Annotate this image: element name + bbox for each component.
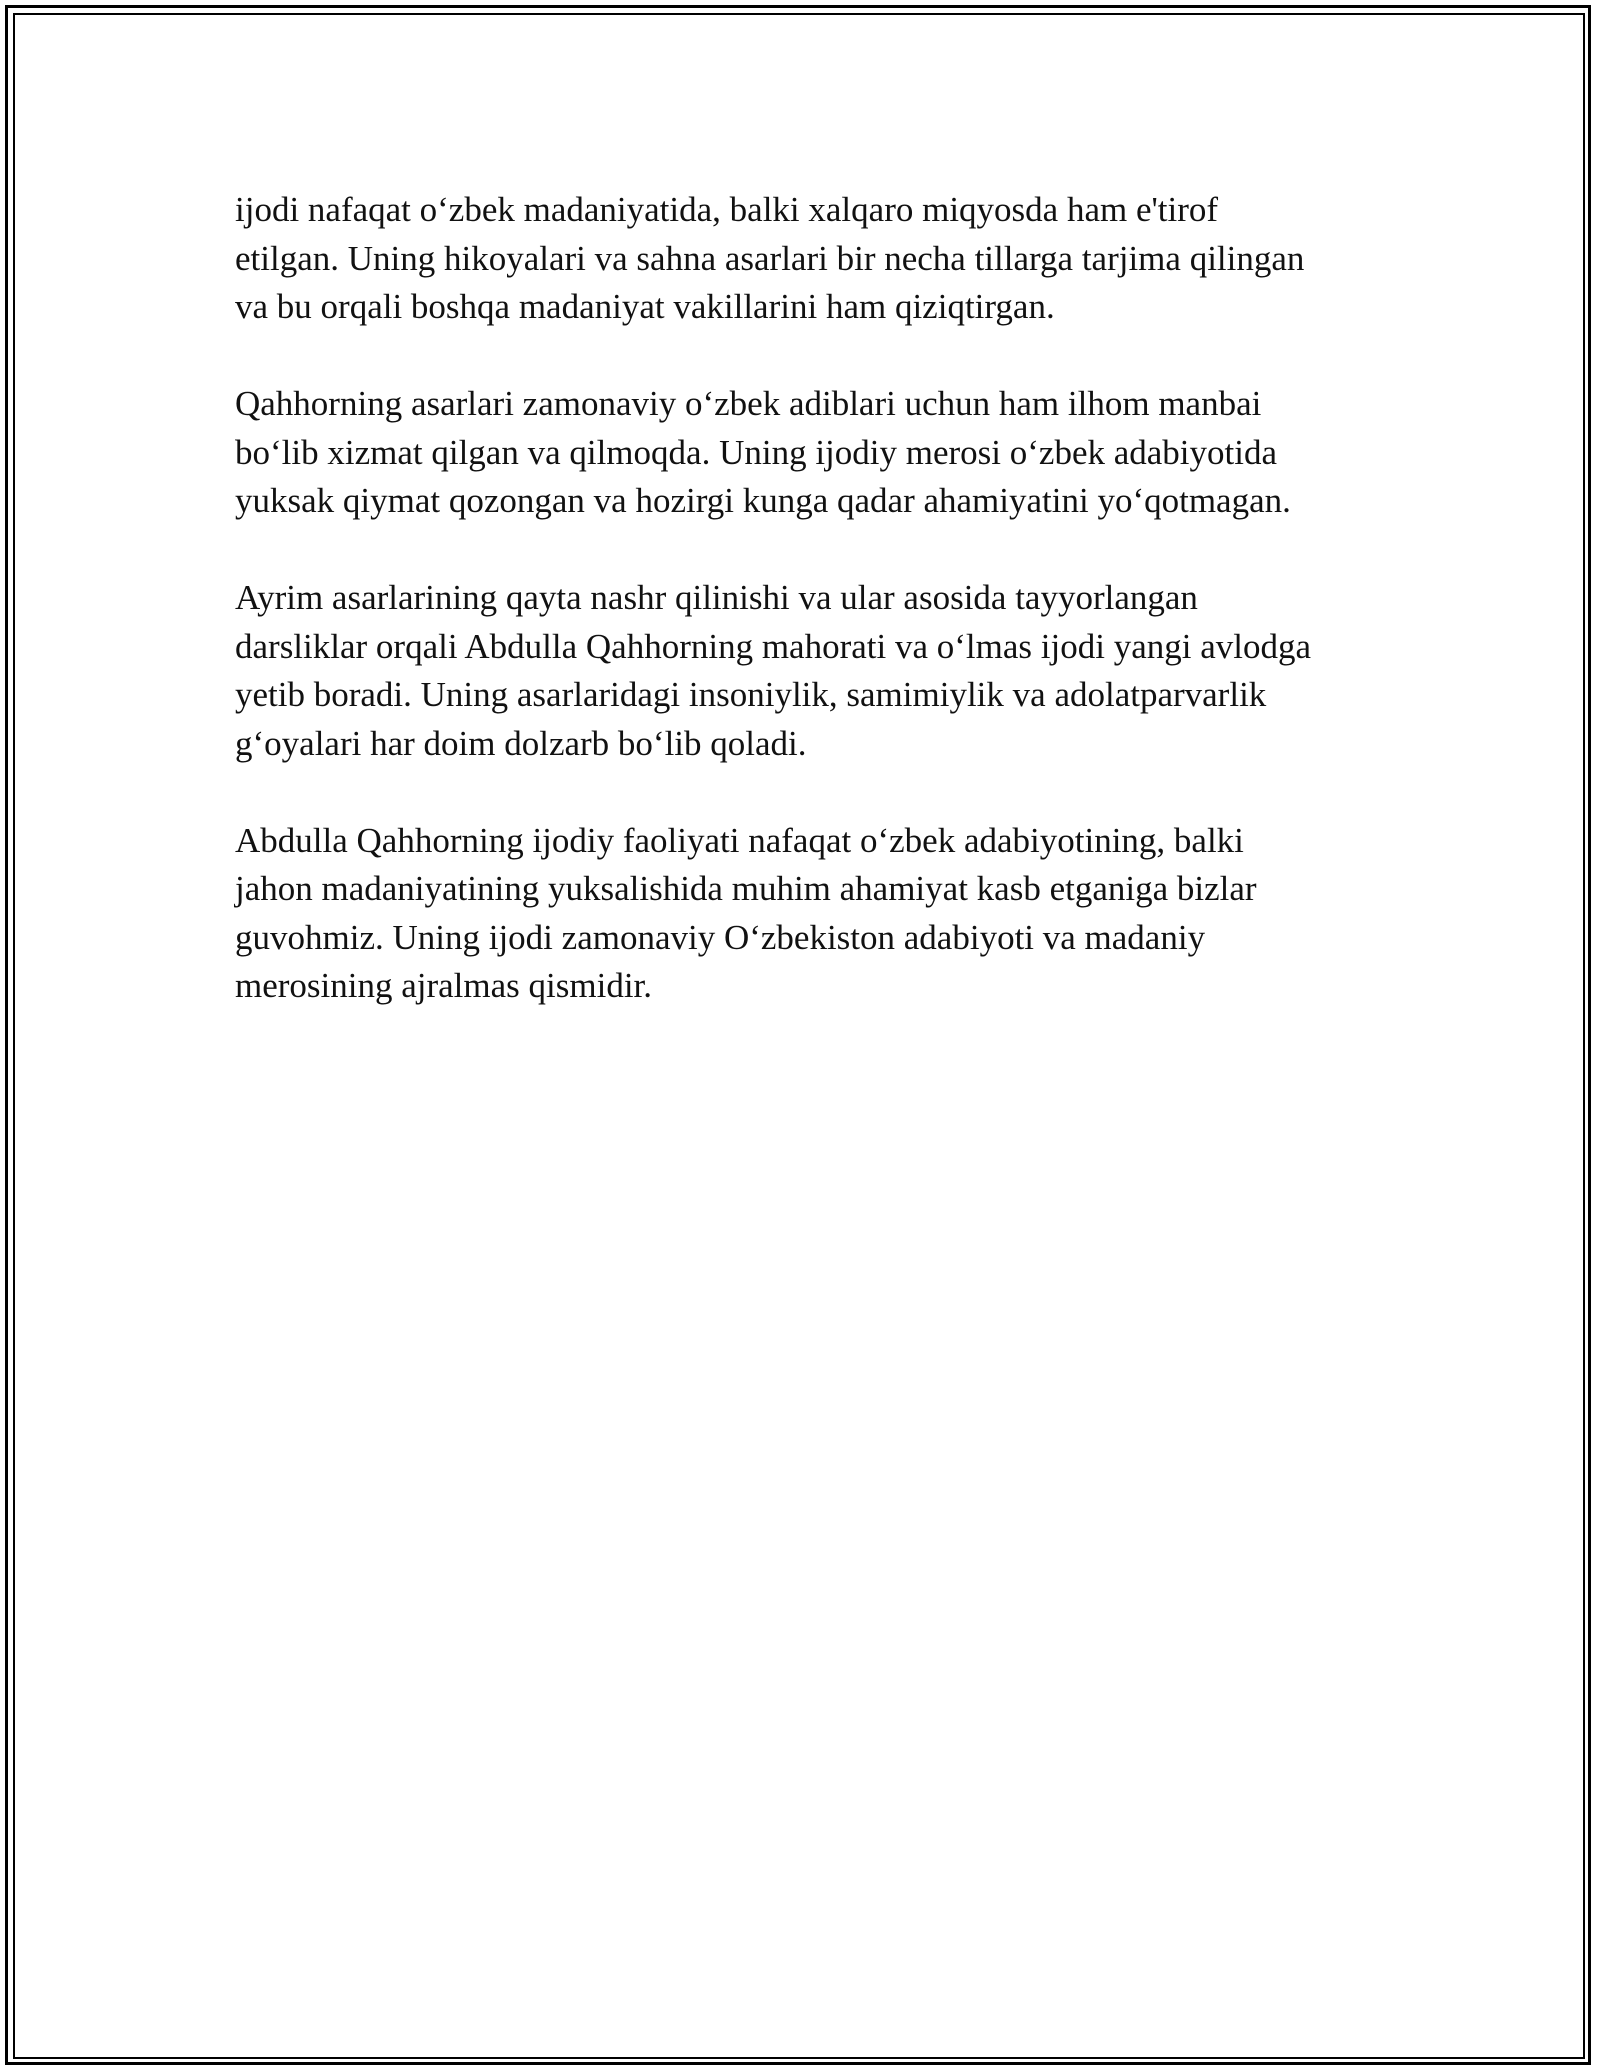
paragraph-line: va bu orqali boshqa madaniyat vakillarini ham qiziqtirgan. bbox=[235, 287, 1055, 326]
paragraph-line: merosining ajralmas qismidir. bbox=[235, 966, 653, 1005]
document-body bbox=[235, 186, 1385, 1011]
paragraph-line: Ayrim asarlarining qayta nashr qilinishi va ular asosida tayyorlangan bbox=[235, 578, 1198, 617]
paragraph-line: etilgan. Uning hikoyalari va sahna asarlari bir necha tillarga tarjima qilingan bbox=[235, 238, 1305, 278]
paragraph-4 bbox=[235, 817, 1385, 1011]
paragraph-line: bo‘lib xizmat qilgan va qilmoqda. Uning ijodiy merosi o‘zbek adabiyotida bbox=[235, 432, 1278, 472]
paragraph-line: darsliklar orqali Abdulla Qahhorning mahorati va o‘lmas ijodi yangi avlodga bbox=[235, 626, 1311, 666]
paragraph-line: guvohmiz. Uning ijodi zamonaviy O‘zbekiston adabiyoti va madaniy bbox=[235, 917, 1206, 957]
paragraph-line: Qahhorning asarlari zamonaviy o‘zbek adiblari uchun ham ilhom manbai bbox=[235, 384, 1262, 423]
paragraph-line: yuksak qiymat qozongan va hozirgi kunga qadar ahamiyatini yo‘qotmagan. bbox=[235, 481, 1291, 520]
paragraph-line: Abdulla Qahhorning ijodiy faoliyati nafaqat o‘zbek adabiyotining, balki bbox=[235, 820, 1244, 860]
paragraph-line: jahon madaniyatining yuksalishida muhim ahamiyat kasb etganiga bizlar bbox=[235, 869, 1257, 908]
paragraph-line: g‘oyalari har doim dolzarb bo‘lib qoladi. bbox=[235, 723, 807, 763]
paragraph-line: ijodi nafaqat o‘zbek madaniyatida, balki xalqaro miqyosda ham e'tirof bbox=[235, 190, 1219, 229]
paragraph-2 bbox=[235, 380, 1385, 526]
paragraph-3 bbox=[235, 574, 1385, 768]
paragraph-1 bbox=[235, 186, 1385, 332]
paragraph-line: yetib boradi. Uning asarlaridagi insoniylik, samimiylik va adolatparvarlik bbox=[235, 675, 1267, 714]
